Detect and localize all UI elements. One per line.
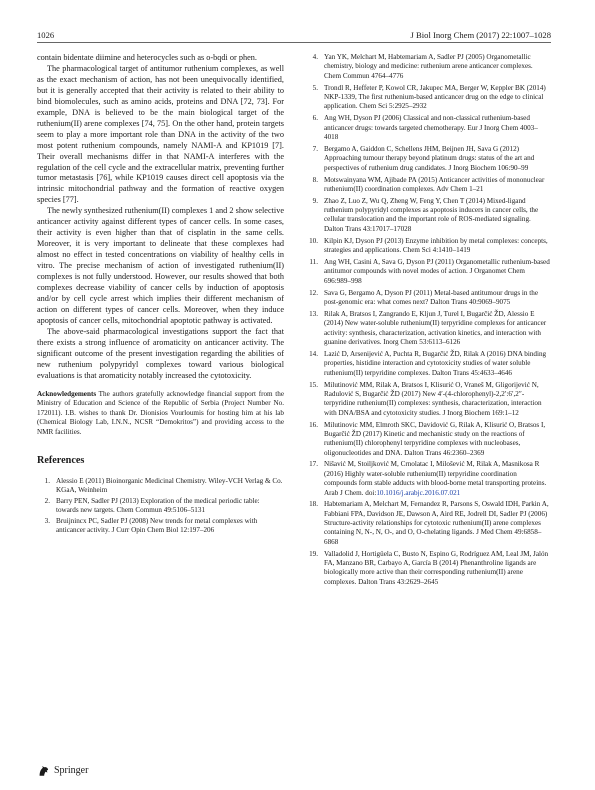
reference-text: Motswainyana WM, Ajibade PA (2015) Anticancer activities of mononuclear ruthenium(II) coordination complexes. Adv Chem 1–21	[324, 175, 545, 193]
reference-text: Zhao Z, Luo Z, Wu Q, Zheng W, Feng Y, Chen T (2014) Mixed-ligand ruthenium polypyridyl complexes as apoptosis inducers in cancer cells, the cellular translocation and the important role of ROS-mediated signaling. Dalton Trans 43:17017–17028	[324, 196, 539, 233]
reference-number: 5.	[312, 83, 318, 92]
reference-list	[37, 477, 284, 536]
reference-item	[305, 84, 551, 112]
header-rule	[37, 42, 551, 43]
reference-text: Alessio E (2011) Bioinorganic Medicinal Chemistry. Wiley-VCH Verlag & Co. KGaA, Weinheim	[56, 476, 283, 494]
reference-item	[305, 500, 551, 547]
reference-number: 11.	[309, 258, 318, 267]
reference-text: Milutinovic MM, Elmroth SKC, Davidović G, Rilak A, Klisurić O, Bratsos I, Bugarčić ŽD (2017) Kinetic and mechanistic study on the reactions of ruthenium(II) chlorophenyl terpyridine complexes with nucleobases, oligonucleotides and DNA. Dalton Trans 46:2360–2369	[324, 420, 546, 457]
reference-item	[305, 460, 551, 497]
reference-item	[305, 310, 551, 347]
reference-item	[305, 258, 551, 286]
reference-text: Sava G, Bergamo A, Dyson PJ (2011) Metal-based antitumour drugs in the post-genomic era: what comes next? Dalton Trans 40:9069–9075	[324, 288, 538, 306]
reference-item	[305, 381, 551, 418]
reference-item	[305, 197, 551, 234]
reference-number: 14.	[309, 349, 318, 358]
reference-item	[37, 517, 284, 536]
reference-number: 15.	[309, 380, 318, 389]
reference-text: Trondl R, Heffeter P, Kowol CR, Jakupec MA, Berger W, Keppler BK (2014) NKP-1339, The first ruthenium-based anticancer drug on the edge to clinical application. Chem Sci 5:2925–2932	[324, 83, 546, 111]
references-heading: References	[37, 454, 85, 466]
doi-link[interactable]: 10.1016/j.arabjc.2016.07.021	[376, 488, 461, 497]
reference-number: 8.	[312, 175, 318, 184]
reference-text: Ang WH, Dyson PJ (2006) Classical and non-classical ruthenium-based anticancer drugs: towards targeted chemotherapy. Eur J Inorg Chem 4003–4018	[324, 114, 538, 141]
running-header: J Biol Inorg Chem (2017) 22:1007–1028	[410, 30, 551, 40]
reference-text: Yan YK, Melchart M, Habtemariam A, Sadler PJ (2005) Organometallic chemistry, biology and medicine: ruthenium arene anticancer complexes. Chem Commun 4764–4776	[324, 53, 533, 80]
reference-item	[305, 237, 551, 256]
reference-item	[37, 477, 284, 496]
reference-item	[305, 350, 551, 378]
reference-number: 9.	[312, 196, 318, 205]
reference-number: 6.	[312, 114, 318, 123]
reference-number: 4.	[312, 53, 318, 61]
reference-text: Bergamo A, Gaiddon C, Schellens JHM, Beijnen JH, Sava G (2012) Approaching tumour therapy beyond platinum drugs: status of the art and perspectives of ruthenium drug candidates. J Inorg Biochem 106:90–99	[324, 144, 535, 172]
acknowledgements-text: The authors gratefully acknowledge financial support from the Ministry of Education and Science of the Republic of Serbia (Project Number No. 172011). I.B. wishes to thank Dr. Dionisios Vourloumis for hosting him at his lab (Chemical Biology Lab, I.N.N., NCSR “Demokritos”) and providing access to the NMR facilities.	[37, 389, 284, 436]
reference-text: Lazić D, Arsenijević A, Puchta R, Bugarčić ŽD, Rilak A (2016) DNA binding properties, histidine interaction and cytotoxicity studies of water soluble ruthenium(II) terpyridine complexes. Dalton Trans 45:4633–4646	[324, 349, 547, 377]
page-number: 1026	[37, 30, 55, 40]
reference-text: Rilak A, Bratsos I, Zangrando E, Kljun J, Turel I, Bugarčić ŽD, Alessio E (2014) New water-soluble ruthenium(II) terpyridine complexes for anticancer activity: synthesis, characterization, activation kinetics, and interaction with guanine derivatives. Inorg Chem 53:6113–6126	[324, 309, 547, 346]
reference-text: Nišavić M, Stoiljković M, Crnolatac I, Milošević M, Rilak A, Masnikosa R (2016) Highly water-soluble ruthenium(II) terpyridine coordination compounds form stable adducts with blood-borne metal transporting proteins. Arab J Chem. doi:	[324, 460, 547, 497]
reference-number: 16.	[309, 420, 318, 429]
paragraph: The pharmacological target of antitumor ruthenium complexes, as well as the exact mechanism of action, has not been unequivocally identified, but it is generally accepted that their activity is related to their ability to bind biomolecules, such as amino acids, proteins and DNA [72, 73]. For example, DNA is believed to be the main biological target of the ruthenium(II) arene complexes [74, 75]. On the other hand, protein targets seem to play a more important role than DNA in the activity of the two most potent ruthenium compounds, namely NAMI-A and KP1019 [7]. Their overall mechanisms differ in that NAMI-A interferes with the regulation of the cell cycle and the extracellular matrix, preventing further tumor metastasis [76], while KP1019 causes direct cell apoptosis via the intrinsic mitochondrial pathway and the formation of reactive oxygen species [77].	[37, 63, 284, 205]
reference-item	[305, 421, 551, 458]
reference-number: 10.	[309, 236, 318, 245]
reference-item	[305, 289, 551, 308]
reference-item	[305, 145, 551, 173]
publisher-name: Springer	[54, 765, 89, 776]
reference-item	[305, 53, 551, 81]
paragraph: The newly synthesized ruthenium(II) complexes 1 and 2 show selective anticancer activity against different types of cancer cells. In some cases, their activity is even higher than that of cisplatin in the same cells. Moreover, it is very important to delineate that these complexes had almost no effect in tested concentrations on viability of healthy cells in vitro. The precise mechanism of action of investigated ruthenium(II) complexes is not fully understood. However, our results showed that both complexes decrease viability of cancer cells by induction of apoptosis and/or by cell cycle arrest which implies their different mechanism of action on different types of cancer cells. Moreover, when they induce apoptosis of cancer cells, mitochondrial apoptotic pathway is activated.	[37, 206, 284, 325]
reference-item	[305, 114, 551, 142]
reference-number: 18.	[309, 500, 318, 509]
reference-item	[305, 176, 551, 195]
reference-number: 17.	[309, 460, 318, 469]
reference-text: Habtemariam A, Melchart M, Fernandez R, Parsons S, Oswald IDH, Parkin A, Fabbiani FPA, Davidson JE, Dawson A, Aird RE, Jodrell DI, Sadler PJ (2006) Structure-activity relationships for cytotoxic ruthenium(II) arene complexes containing N, N-, N, O-, and O, O-chelating ligands. J Med Chem 49:6858–6868	[324, 500, 549, 546]
springer-horse-icon	[37, 764, 50, 777]
right-column	[305, 53, 551, 590]
reference-text: Ang WH, Casini A, Sava G, Dyson PJ (2011) Organometallic ruthenium-based antitumor compounds with novel modes of action. J Organomet Chem 696:989–998	[324, 258, 550, 285]
reference-number: 2.	[44, 496, 50, 505]
reference-number: 13.	[309, 309, 318, 318]
reference-text: Valladolid J, Hortigüela C, Busto N, Espino G, Rodríguez AM, Leal JM, Jalón FA, Manzano BR, Carbayo A, García B (2014) Phenanthroline ligands are biologically more active than their corresponding ruthenium(II) arene complexes. Dalton Trans 43:2629–2645	[324, 549, 549, 586]
reference-number: 3.	[44, 516, 50, 525]
reference-number: 12.	[309, 288, 318, 297]
reference-text: Bruijnincx PC, Sadler PJ (2008) New trends for metal complexes with anticancer activity. J Curr Opin Chem Biol 12:197–206	[56, 516, 258, 535]
reference-text: Barry PEN, Sadler PJ (2013) Exploration of the medical periodic table: towards new targets. Chem Commun 49:5106–5131	[56, 496, 260, 514]
reference-number: 19.	[309, 549, 318, 558]
reference-item	[305, 550, 551, 587]
reference-number: 1.	[44, 476, 50, 485]
reference-text: Kilpin KJ, Dyson PJ (2013) Enzyme inhibition by metal complexes: concepts, strategies and applications. Chem Sci 4:1410–1419	[324, 236, 548, 255]
acknowledgements-label: Acknowledgements	[37, 389, 97, 398]
reference-number: 7.	[312, 144, 318, 153]
paragraph: contain bidentate diimine and heterocycles such as o-bqdi or phen.	[37, 53, 257, 62]
page-footer	[37, 764, 88, 777]
reference-text: Milutinović MM, Rilak A, Bratsos I, Klisurić O, Vraneš M, Gligorijević N, Radulović S, Bugarčić ŽD (2017) New 4′-(4-chlorophenyl)-2,2′:6′,2″-terpyridine ruthenium(II) complexes: synthesis, characterization, interaction with DNA/BSA and cytotoxicity studies. J Inorg Biochem 169:1–12	[324, 380, 542, 417]
paragraph: The above-said pharmacological investigations support the fact that there exists a strong influence of aromaticity on anticancer activity. The significant outcome of the present investigation regarding the abilities of new ruthenium polypyridyl complexes toward various biological evaluations is that aromaticity notably increased the cytotoxicity.	[37, 326, 284, 380]
reference-item	[37, 497, 284, 516]
left-column	[37, 53, 284, 537]
acknowledgements	[37, 390, 284, 438]
reference-list	[305, 53, 551, 587]
